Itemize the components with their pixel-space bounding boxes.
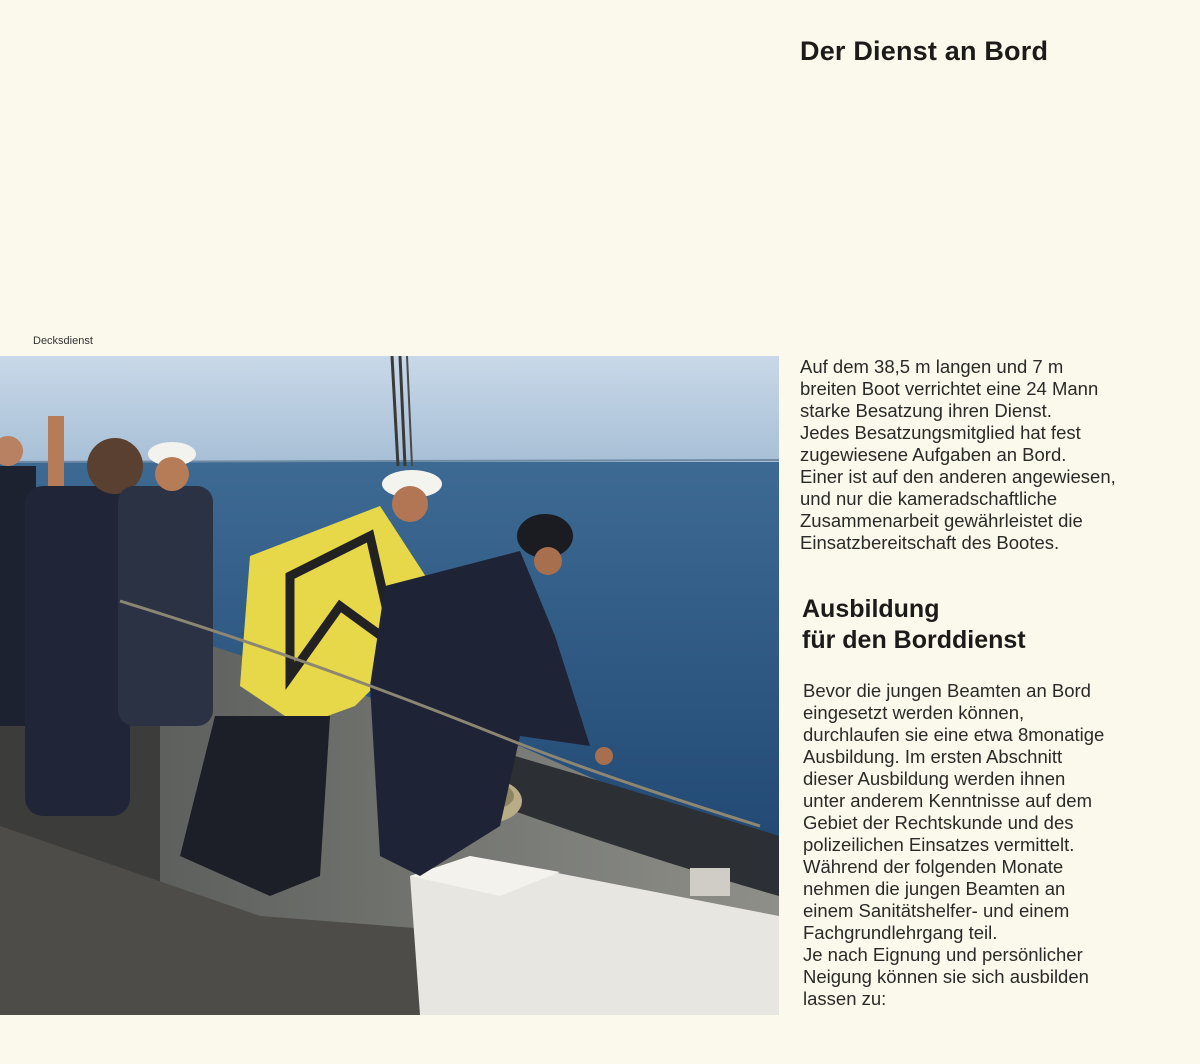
intro-paragraph [800, 356, 1116, 554]
text-line: dieser Ausbildung werden ihnen [803, 768, 1066, 789]
text-line: Je nach Eignung und persönlicher [803, 944, 1083, 965]
text-line: Einer ist auf den anderen angewiesen, [800, 466, 1116, 487]
text-line: zugewiesene Aufgaben an Bord. [800, 444, 1067, 465]
page-title: Der Dienst an Bord [800, 36, 1049, 66]
text-line: lassen zu: [803, 988, 887, 1009]
text-line: Einsatzbereitschaft des Bootes. [800, 532, 1060, 553]
text-line: unter anderem Kenntnisse auf dem [803, 790, 1092, 811]
text-line: nehmen die jungen Beamten an [803, 878, 1066, 899]
section-heading [802, 594, 1026, 656]
text-line: breiten Boot verrichtet eine 24 Mann [800, 378, 1099, 399]
text-line: und nur die kameradschaftliche [800, 488, 1058, 509]
text-line: polizeilichen Einsatzes vermittelt. [803, 834, 1075, 855]
text-line: durchlaufen sie eine etwa 8monatige [803, 724, 1105, 745]
deck-duty-photo [0, 356, 779, 1015]
text-line: Zusammenarbeit gewährleistet die [800, 510, 1083, 531]
text-line: eingesetzt werden können, [803, 702, 1025, 723]
text-line: einem Sanitätshelfer- und einem [803, 900, 1070, 921]
text-line: Fachgrundlehrgang teil. [803, 922, 998, 943]
heading-line: Ausbildung [802, 595, 940, 623]
text-line: Bevor die jungen Beamten an Bord [803, 680, 1091, 701]
training-paragraph [803, 680, 1104, 1010]
text-line: starke Besatzung ihren Dienst. [800, 400, 1052, 421]
text-line: Jedes Besatzungsmitglied hat fest [800, 422, 1081, 443]
text-line: Während der folgenden Monate [803, 856, 1064, 877]
text-line: Gebiet der Rechtskunde und des [803, 812, 1074, 833]
text-line: Auf dem 38,5 m langen und 7 m [800, 356, 1064, 377]
text-line: Ausbildung. Im ersten Abschnitt [803, 746, 1063, 767]
heading-line: für den Borddienst [802, 626, 1026, 654]
photo-caption: Decksdienst [33, 335, 93, 347]
text-line: Neigung können sie sich ausbilden [803, 966, 1089, 987]
